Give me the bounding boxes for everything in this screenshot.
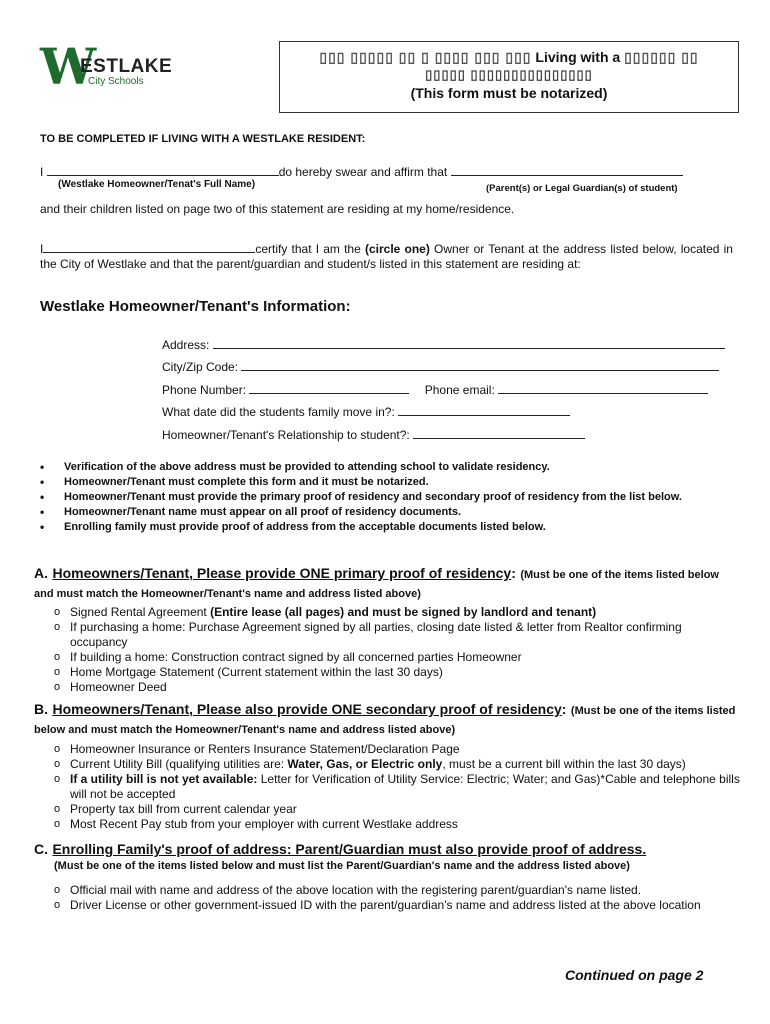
movein-row: What date did the students family move in?: [162,403,732,420]
list-item: o Official mail with name and address of the above location with the registering parent/guardian's name listed. [54,883,744,898]
relationship-field[interactable] [413,426,585,439]
info-heading: Westlake Homeowner/Tenant's Information: [40,298,351,315]
list-item: o Current Utility Bill (qualifying utilities are: Water, Gas, or Electric only, must be a current bill within the last 30 days) [54,757,746,772]
homeowner-name-label: (Westlake Homeowner/Tenat's Full Name) [58,179,256,190]
cityzip-row: City/Zip Code: [162,358,732,375]
affirm-line: I do hereby swear and affirm that [40,163,740,180]
notarized-note: (This form must be notarized) [410,85,608,101]
list-item: o Driver License or other government-issued ID with the parent/guardian's name and address listed at the above location [54,898,744,913]
section-a-header: A. Homeowners/Tenant, Please provide ONE primary proof of residency: (Must be one of the items listed below and must match the Homeowner/Tenant's name and address listed above) [34,565,719,600]
title-box [279,41,739,113]
list-item: o Home Mortgage Statement (Current statement within the last 30 days) [54,665,742,680]
section-a-title: Homeowners/Tenant, Please provide ONE primary proof of residency [52,565,512,581]
continued-note: Continued on page 2 [565,967,704,983]
list-item: o Signed Rental Agreement (Entire lease (all pages) and must be signed by landlord and tenant) [54,605,742,620]
cityzip-field[interactable] [241,358,719,371]
logo-name: ESTLAKE [80,56,173,77]
guardian-name-field[interactable] [451,163,683,176]
homeowner-name-field[interactable] [47,163,279,176]
section-b-header: B. Homeowners/Tenant, Please also provide ONE secondary proof of residency: (Must be one of the items listed below and must match the Homeowner/Tenant's name and address listed above) [34,701,736,736]
section-c-list [54,883,744,913]
form-title: ▯▯▯ ▯▯▯▯▯ ▯▯ ▯ ▯▯▯▯ ▯▯▯ ▯▯▯ Living with a ▯▯▯▯▯▯ ▯▯ [319,49,699,65]
list-item: • Homeowner/Tenant must provide the primary proof of residency and secondary proof of residency from the list below. [40,490,740,505]
email-field[interactable] [498,381,708,394]
relationship-row: Homeowner/Tenant's Relationship to student?: [162,426,732,443]
list-item: • Enrolling family must provide proof of address from the acceptable documents listed below. [40,520,740,535]
guardian-name-label: (Parent(s) or Legal Guardian(s) of student) [486,183,678,194]
section-a-list [54,605,742,695]
section-b-list [54,742,746,832]
phone-row: Phone Number: Phone email: [162,381,732,398]
address-field[interactable] [213,336,725,349]
section-b-note: (Must be one of the items listed below and must match the Homeowner/Tenant's name and address listed above) [34,705,736,736]
list-item: • Homeowner/Tenant name must appear on all proof of residency documents. [40,505,740,520]
list-item: o If a utility bill is not yet available: Letter for Verification of Utility Service: Electric; Water; and Gas)*Cable and telephone bills will not be accepted [54,772,746,802]
section-c-header: C. Enrolling Family's proof of address: Parent/Guardian must also provide proof of address. [34,841,647,857]
list-item: o Most Recent Pay stub from your employer with current Westlake address [54,817,746,832]
logo-mark: W [40,37,95,96]
section-c-title: Enrolling Family's proof of address: Parent/Guardian must also provide proof of address. [52,841,647,857]
certify-name-field[interactable] [43,240,255,253]
form-title-garbled: ▯▯▯▯▯ ▯▯▯▯▯▯▯▯▯▯▯▯▯▯▯ [425,67,593,82]
requirements-list [40,460,740,535]
list-item: o Homeowner Insurance or Renters Insurance Statement/Declaration Page [54,742,746,757]
list-item: o Homeowner Deed [54,680,742,695]
resident-heading: TO BE COMPLETED IF LIVING WITH A WESTLAKE RESIDENT: [40,133,366,145]
section-a-note: (Must be one of the items listed below and must match the Homeowner/Tenant's name and address listed above) [34,569,719,600]
children-residing-text: and their children listed on page two of this statement are residing at my home/residence. [40,202,515,216]
section-b-title: Homeowners/Tenant, Please also provide ONE secondary proof of residency [52,701,562,717]
certify-paragraph: I certify that I am the (circle one) Owner or Tenant at the address listed below, located in the City of Westlake and that the parent/guardian and student/s listed in this statement are residing at: [40,242,733,271]
section-c-note: (Must be one of the items listed below and must list the Parent/Guardian's name and the address listed above) [54,860,630,872]
list-item: • Homeowner/Tenant must complete this form and it must be notarized. [40,475,740,490]
list-item: o If building a home: Construction contract signed by all concerned parties Homeowner [54,650,742,665]
movein-field[interactable] [398,403,570,416]
list-item: o If purchasing a home: Purchase Agreement signed by all parties, closing date listed & letter from Realtor confirming occupancy [54,620,742,650]
list-item: • Verification of the above address must be provided to attending school to validate residency. [40,460,740,475]
phone-field[interactable] [249,381,409,394]
address-row: Address: [162,336,732,353]
list-item: o Property tax bill from current calendar year [54,802,746,817]
logo-subtitle: City Schools [88,76,144,87]
